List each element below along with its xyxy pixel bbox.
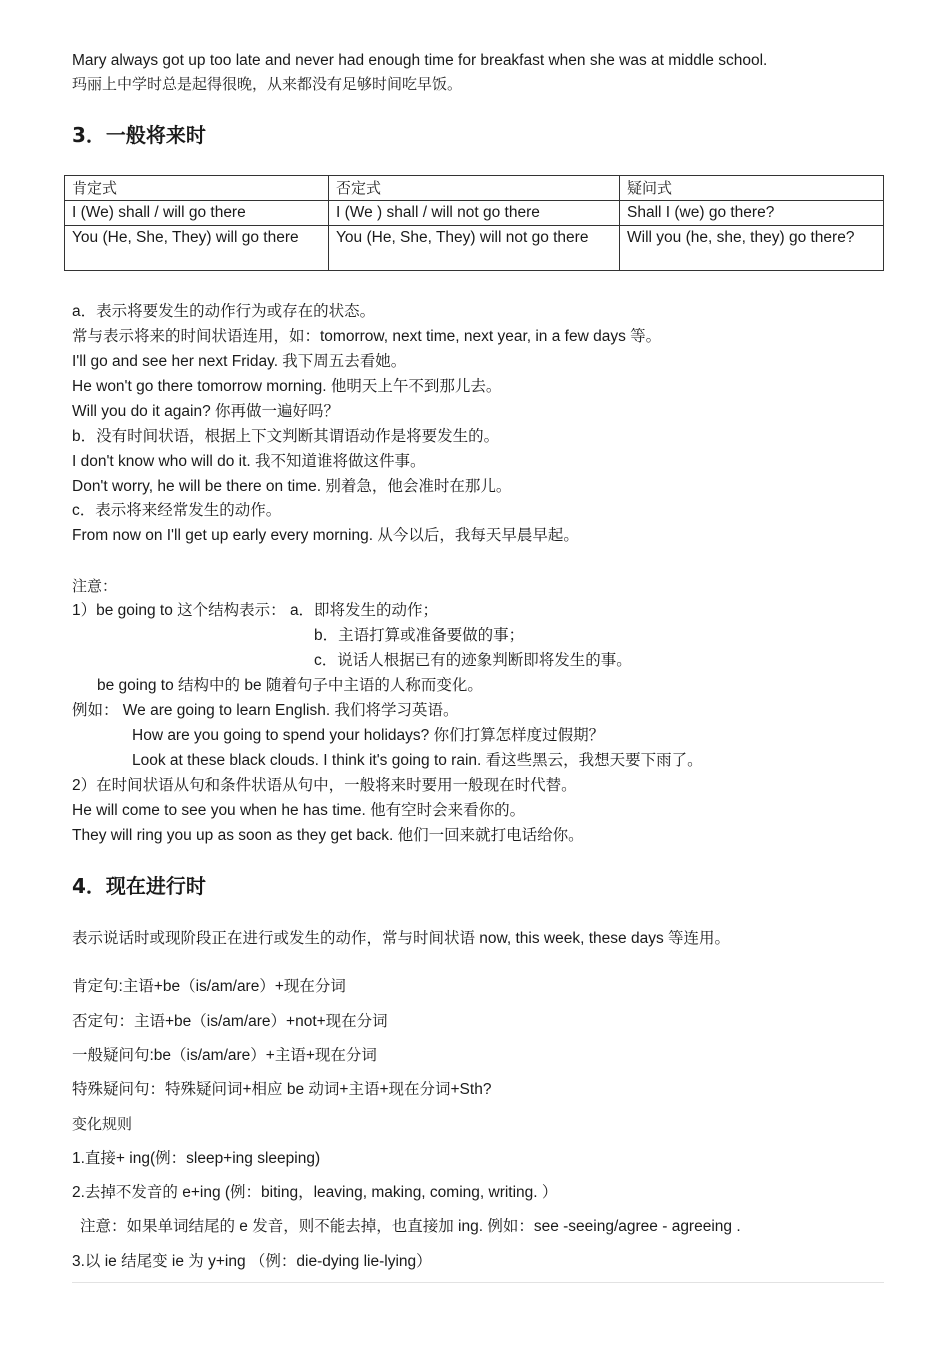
negative-form: 否定句：主语+be（is/am/are）+not+现在分词: [72, 1013, 388, 1030]
be-change-note: be going to 结构中的 be 随着句子中主语的人称而变化。: [97, 677, 483, 694]
usage-b: b．没有时间状语，根据上下文判断其谓语动作是将要发生的。: [72, 428, 500, 445]
example-sentence: Will you do it again? 你再做一遍好吗？: [72, 403, 340, 420]
footer-divider: [72, 1282, 884, 1283]
note-item-1: 1）be going to 这个结构表示： a．即将发生的动作；: [72, 602, 439, 619]
table-header-affirmative: 肯定式: [65, 176, 329, 201]
usage-c: c．表示将来经常发生的动作。: [72, 502, 282, 519]
section4-heading: 4．现在进行时: [72, 874, 206, 898]
section4-description: 表示说话时或现阶段正在进行或发生的动作，常与时间状语 now, this week, these days 等连用。: [72, 930, 730, 947]
table-header-question: 疑问式: [620, 176, 884, 201]
rule-1: 1.直接+ ing(例：sleep+ing sleeping): [72, 1150, 321, 1167]
example-sentence: How are you going to spend your holidays? 你们打算怎样度过假期？: [132, 727, 605, 744]
note-item-2: 2）在时间状语从句和条件状语从句中，一般将来时要用一般现在时代替。: [72, 777, 577, 794]
table-cell: Will you (he, she, they) go there?: [620, 226, 884, 271]
rule-2-note: 注意：如果单词结尾的 e 发音，则不能去掉，也直接加 ing. 例如：see -seeing/agree - agreeing .: [80, 1218, 741, 1235]
future-tense-table: [64, 175, 884, 271]
intro-english-sentence: Mary always got up too late and never had enough time for breakfast when she was at middle school.: [72, 52, 768, 69]
table-cell: I (We ) shall / will not go there: [329, 201, 620, 226]
table-header-negative: 否定式: [329, 176, 620, 201]
usage-a-time-adverbials: 常与表示将来的时间状语连用，如：tomorrow, next time, next year, in a few days 等。: [72, 328, 662, 345]
table-cell: Shall I (we) go there?: [620, 201, 884, 226]
table-cell: You (He, She, They) will not go there: [329, 226, 620, 271]
example-sentence: 例如： We are going to learn English. 我们将学习英语。: [72, 702, 459, 719]
example-sentence: I'll go and see her next Friday. 我下周五去看她。: [72, 353, 407, 370]
example-sentence: From now on I'll get up early every morning. 从今以后，我每天早晨早起。: [72, 527, 579, 544]
special-question-form: 特殊疑问句：特殊疑问词+相应 be 动词+主语+现在分词+Sth?: [72, 1081, 492, 1098]
example-sentence: Don't worry, he will be there on time. 别着急，他会准时在那儿。: [72, 478, 512, 495]
note-item-1c: c．说话人根据已有的迹象判断即将发生的事。: [314, 652, 632, 669]
table-cell: You (He, She, They) will go there: [65, 226, 329, 271]
example-sentence: He won't go there tomorrow morning. 他明天上午不到那儿去。: [72, 378, 502, 395]
example-sentence: They will ring you up as soon as they get back. 他们一回来就打电话给你。: [72, 827, 584, 844]
note-label: 注意：: [72, 577, 118, 595]
usage-a: a．表示将要发生的动作行为或存在的状态。: [72, 303, 376, 320]
rule-2: 2.去掉不发音的 e+ing (例：biting，leaving, making, coming, writing. ）: [72, 1184, 558, 1201]
section3-heading: 3．一般将来时: [72, 123, 206, 147]
affirmative-form: 肯定句:主语+be（is/am/are）+现在分词: [72, 978, 346, 995]
example-sentence: He will come to see you when he has time. 他有空时会来看你的。: [72, 802, 526, 819]
example-sentence: I don't know who will do it. 我不知道谁将做这件事。: [72, 453, 426, 470]
example-sentence: Look at these black clouds. I think it's going to rain. 看这些黑云，我想天要下雨了。: [132, 752, 703, 769]
rule-3: 3.以 ie 结尾变 ie 为 y+ing （例：die-dying lie-lying）: [72, 1253, 432, 1270]
intro-chinese-translation: 玛丽上中学时总是起得很晚，从来都没有足够时间吃早饭。: [72, 75, 463, 93]
question-form: 一般疑问句:be（is/am/are）+主语+现在分词: [72, 1047, 377, 1064]
rules-title: 变化规则: [72, 1115, 133, 1133]
note-item-1b: b．主语打算或准备要做的事；: [314, 627, 525, 644]
table-cell: I (We) shall / will go there: [65, 201, 329, 226]
